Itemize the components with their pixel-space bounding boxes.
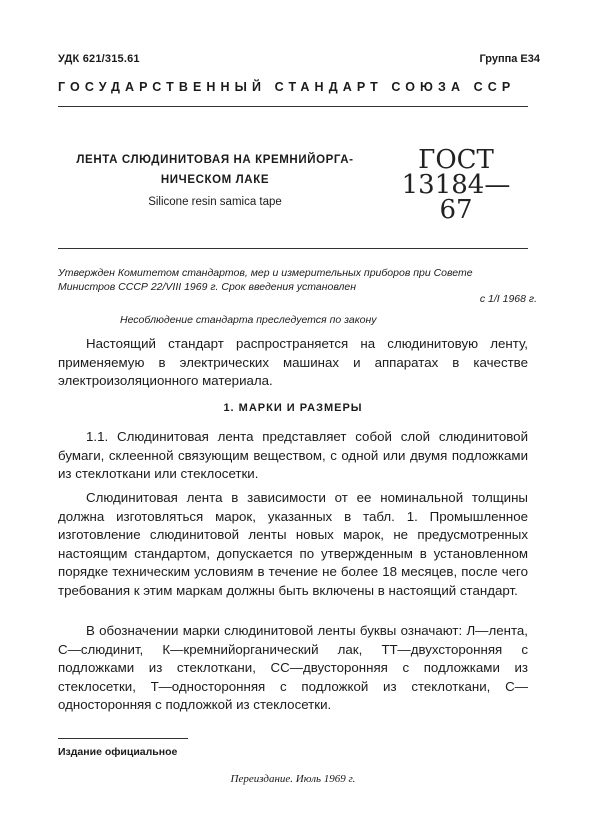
paragraph-2: Слюдинитовая лента в зависимости от ее номинальной толщины должна изготовляться марок, указанных в табл. 1. Промышленное изготовление слюдинитовой ленты новых марок, не предусмотренных настоящим стандартом, допускается по утвержденным в установленном порядке техническим условиям в течение не более 18 месяцев, после чего требования к этим маркам должны быть включены в настоящий стандарт.	[58, 490, 528, 598]
title-line-2: НИЧЕСКОМ ЛАКЕ	[160, 174, 270, 186]
group-code: Группа Е34	[479, 53, 540, 65]
reprint-note: Переиздание. Июль 1969 г.	[230, 773, 356, 785]
title-line-1: ЛЕНТА СЛЮДИНИТОВАЯ НА КРЕМНИЙОРГА-	[76, 154, 354, 166]
gost-block	[396, 145, 516, 225]
section-title: 1. МАРКИ И РАЗМЕРЫ	[223, 402, 363, 414]
paragraph-3: В обозначении марки слюдинитовой ленты буквы означают: Л—лента, С—слюдинит, К—кремнийорганический лак, ТТ—двухсторонняя с подложками из стеклоткани, СС—двусторонняя с подложками из стеклосетки, Т—односторонняя с подложкой из стеклоткани, С—односторонняя с подложкой из стеклосетки.	[58, 623, 528, 712]
header-rule	[58, 106, 528, 107]
official-edition: Издание официальное	[58, 746, 178, 758]
gost-number: 13184—67	[401, 170, 511, 225]
paragraph-1: 1.1. Слюдинитовая лента представляет собой слой слюдинитовой бумаги, склеенной связующим веществом, с одной или двумя подложками из стеклоткани или стеклосетки.	[58, 429, 528, 481]
udk-code: УДК 621/315.61	[58, 53, 140, 65]
english-title: Silicone resin samica tape	[148, 196, 282, 208]
effective-date: с 1/I 1968 г.	[479, 293, 537, 305]
document-title	[70, 150, 360, 190]
footer-rule	[58, 738, 188, 739]
gost-label: ГОСТ	[418, 145, 494, 175]
state-standard-heading: ГОСУДАРСТВЕННЫЙ СТАНДАРТ СОЮЗА ССР	[58, 80, 516, 94]
title-rule	[58, 248, 528, 249]
intro-paragraph: Настоящий стандарт распространяется на слюдинитовую ленту, применяемую в электрических машинах и аппаратах в качестве электроизоляционного материала.	[58, 336, 528, 388]
approval-statement: Утвержден Комитетом стандартов, мер и измерительных приборов при Совете Министров СССР 22/VIII 1969 г. Срок введения установлен	[58, 267, 473, 293]
violation-notice: Несоблюдение стандарта преследуется по закону	[120, 314, 377, 326]
